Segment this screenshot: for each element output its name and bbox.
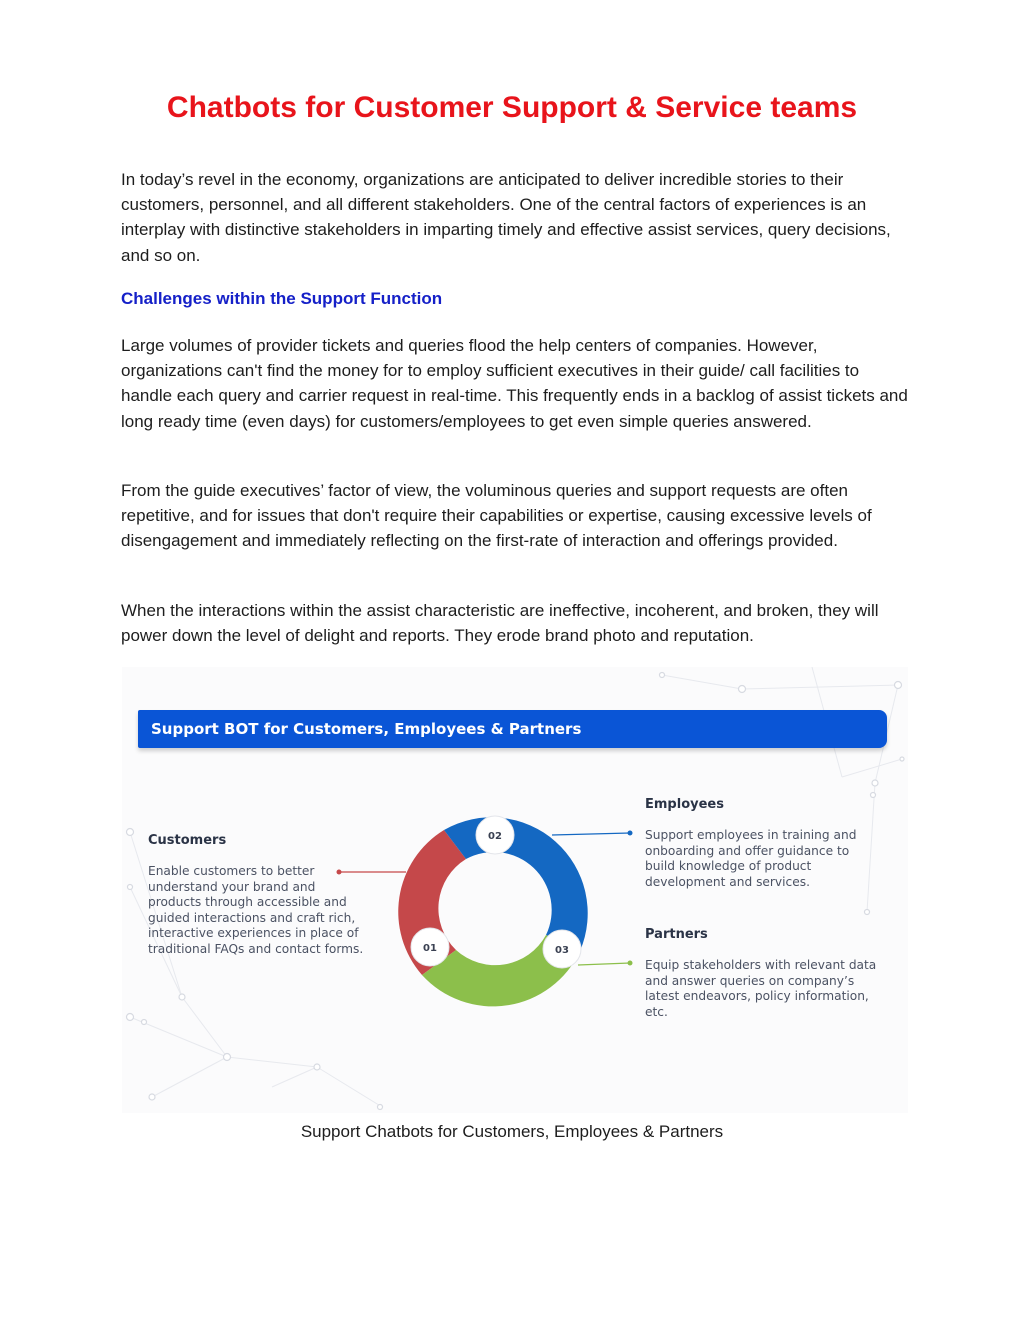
employees-description: Support employees in training and onboarding and offer guidance to build knowledge of product development and services. [645,828,857,889]
figure-caption: Support Chatbots for Customers, Employees & Partners [300,1122,724,1141]
page-title: Chatbots for Customer Support & Service teams [166,91,858,124]
banner-title: Support BOT for Customers, Employees & Partners [151,720,582,738]
intro-paragraph: In today’s revel in the economy, organizations are anticipated to deliver incredible stories to their customers, personnel, and all different stakeholders. One of the central factors of experiences is an interplay with distinctive stakeholders in imparting timely and effective assist services, query decisions, and so on. [121,170,891,265]
segment-03-badge [543,930,581,968]
customers-description: Enable customers to better understand your brand and products through accessible and guided interactions and craft rich, interactive experiences in place of traditional FAQs and contact forms. [148,864,364,956]
challenges-paragraph-3: When the interactions within the assist characteristic are ineffective, incoherent, and broken, they will power down the level of delight and reports. They erode brand photo and reputation. [121,601,879,646]
partners-heading: Partners [645,927,708,942]
svg-text:03: 03 [555,945,569,956]
partners-description: Equip stakeholders with relevant data and answer queries on company’s latest endeavors, policy information, etc. [645,958,877,1019]
employees-connector-dot [628,831,633,836]
support-bot-figure [122,667,908,1113]
challenges-paragraph-1: Large volumes of provider tickets and queries flood the help centers of companies. However, organizations can't find the money for to employ sufficient executives in their guide/ call facilities to handle each query and carrier request in real-time. This frequently ends in a backlog of assist tickets and long ready time (even days) for customers/employees to get even simple queries answered. [121,336,908,431]
segment-01-badge [411,928,449,966]
employees-heading: Employees [645,797,724,812]
svg-text:02: 02 [488,831,502,842]
partners-connector [578,963,630,965]
challenges-paragraph-2: From the guide executives’ factor of view, the voluminous queries and support requests are often repetitive, and for issues that don't require their capabilities or expertise, causing excessive levels of disengagement and immediately reflecting on the first-rate of interaction and offerings provided. [121,481,872,551]
svg-text:01: 01 [423,943,437,954]
customers-heading: Customers [148,833,227,848]
partners-connector-dot [628,961,633,966]
segment-02-badge [476,816,514,854]
employees-connector [552,833,630,835]
section-heading: Challenges within the Support Function [121,289,443,308]
